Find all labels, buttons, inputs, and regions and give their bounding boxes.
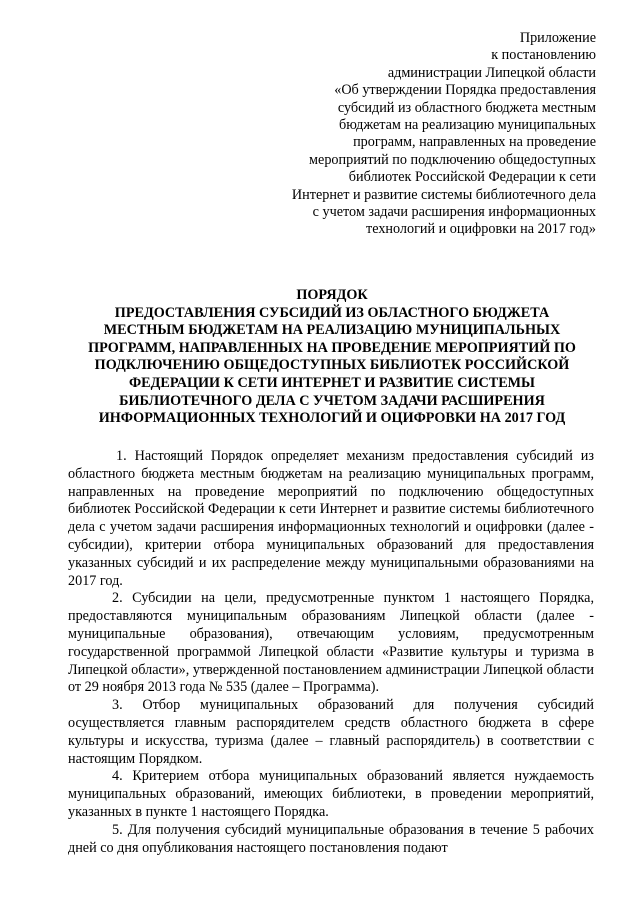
annex-line: субсидий из областного бюджета местным bbox=[337, 99, 596, 116]
annex-line: Интернет и развитие системы библиотечного дела bbox=[291, 186, 596, 203]
annex-line: Приложение bbox=[519, 30, 596, 46]
annex-line: бюджетам на реализацию муниципальных bbox=[339, 117, 596, 134]
document-body bbox=[68, 448, 594, 857]
title-line: ИНФОРМАЦИОННЫХ ТЕХНОЛОГИЙ И ОЦИФРОВКИ НА 2017 ГОД bbox=[98, 410, 566, 427]
annex-line: с учетом задачи расширения информационных bbox=[312, 204, 596, 221]
annex-line: программ, направленных на проведение bbox=[353, 134, 596, 151]
annex-line: библиотек Российской Федерации к сети bbox=[348, 169, 596, 186]
paragraph-3: 3. Отбор муниципальных образований для получения субсидий осуществляется главным распорядителем средств областного бюджета в сфере культуры и искусства, туризма (далее – главный распорядитель) в соответствии с настоящим Порядком. bbox=[68, 697, 594, 767]
title-line: ПРОГРАММ, НАПРАВЛЕННЫХ НА ПРОВЕДЕНИЕ МЕРОПРИЯТИЙ ПО bbox=[88, 339, 576, 356]
paragraph-4: 4. Критерием отбора муниципальных образований является нуждаемость муниципальных образований, имеющих библиотеки, в проведении мероприятий, указанных в пункте 1 настоящего Порядка. bbox=[68, 768, 594, 820]
title-line: ПОРЯДОК bbox=[296, 287, 368, 303]
title-line: ПРЕДОСТАВЛЕНИЯ СУБСИДИЙ ИЗ ОБЛАСТНОГО БЮДЖЕТА bbox=[114, 304, 550, 321]
title-line: ПОДКЛЮЧЕНИЮ ОБЩЕДОСТУПНЫХ БИБЛИОТЕК РОССИЙСКОЙ bbox=[94, 357, 570, 374]
title-line: БИБЛИОТЕЧНОГО ДЕЛА С УЧЕТОМ ЗАДАЧИ РАСШИРЕНИЯ bbox=[119, 392, 545, 409]
document-title bbox=[52, 287, 612, 428]
paragraph-1: 1. Настоящий Порядок определяет механизм предоставления субсидий из областного бюджета местным бюджетам на реализацию муниципальных программ, направленных на проведение мероприятий по подключению общедоступных библиотек Российской Федерации к сети Интернет и развитие системы библиотечного дела с учетом задачи расширения информационных технологий и оцифровки (далее - субсидии), критерии отбора муниципальных образований для предоставления указанных субсидий и их распределение между муниципальными образованиями на 2017 год. bbox=[68, 448, 594, 589]
title-line: МЕСТНЫМ БЮДЖЕТАМ НА РЕАЛИЗАЦИЮ МУНИЦИПАЛЬНЫХ bbox=[103, 322, 561, 339]
annex-line: мероприятий по подключению общедоступных bbox=[309, 151, 596, 168]
annex-line: к постановлению bbox=[491, 47, 596, 64]
annex-line: технологий и оцифровки на 2017 год» bbox=[366, 221, 596, 238]
title-line: ФЕДЕРАЦИИ К СЕТИ ИНТЕРНЕТ И РАЗВИТИЕ СИСТЕМЫ bbox=[129, 374, 535, 391]
paragraph-5: 5. Для получения субсидий муниципальные образования в течение 5 рабочих дней со дня опубликования настоящего постановления подают bbox=[68, 821, 594, 856]
annex-header bbox=[256, 30, 596, 239]
annex-line: администрации Липецкой области bbox=[387, 64, 596, 81]
paragraph-2: 2. Субсидии на цели, предусмотренные пунктом 1 настоящего Порядка, предоставляются муниципальным образованиям Липецкой области (далее - муниципальные образования), отвечающим условиям, предусмотренным государственной программой Липецкой области «Развитие культуры и туризма в Липецкой области», утвержденной постановлением администрации Липецкой области от 29 ноября 2013 года № 535 (далее – Программа). bbox=[68, 590, 594, 696]
annex-line: «Об утверждении Порядка предоставления bbox=[334, 82, 596, 99]
